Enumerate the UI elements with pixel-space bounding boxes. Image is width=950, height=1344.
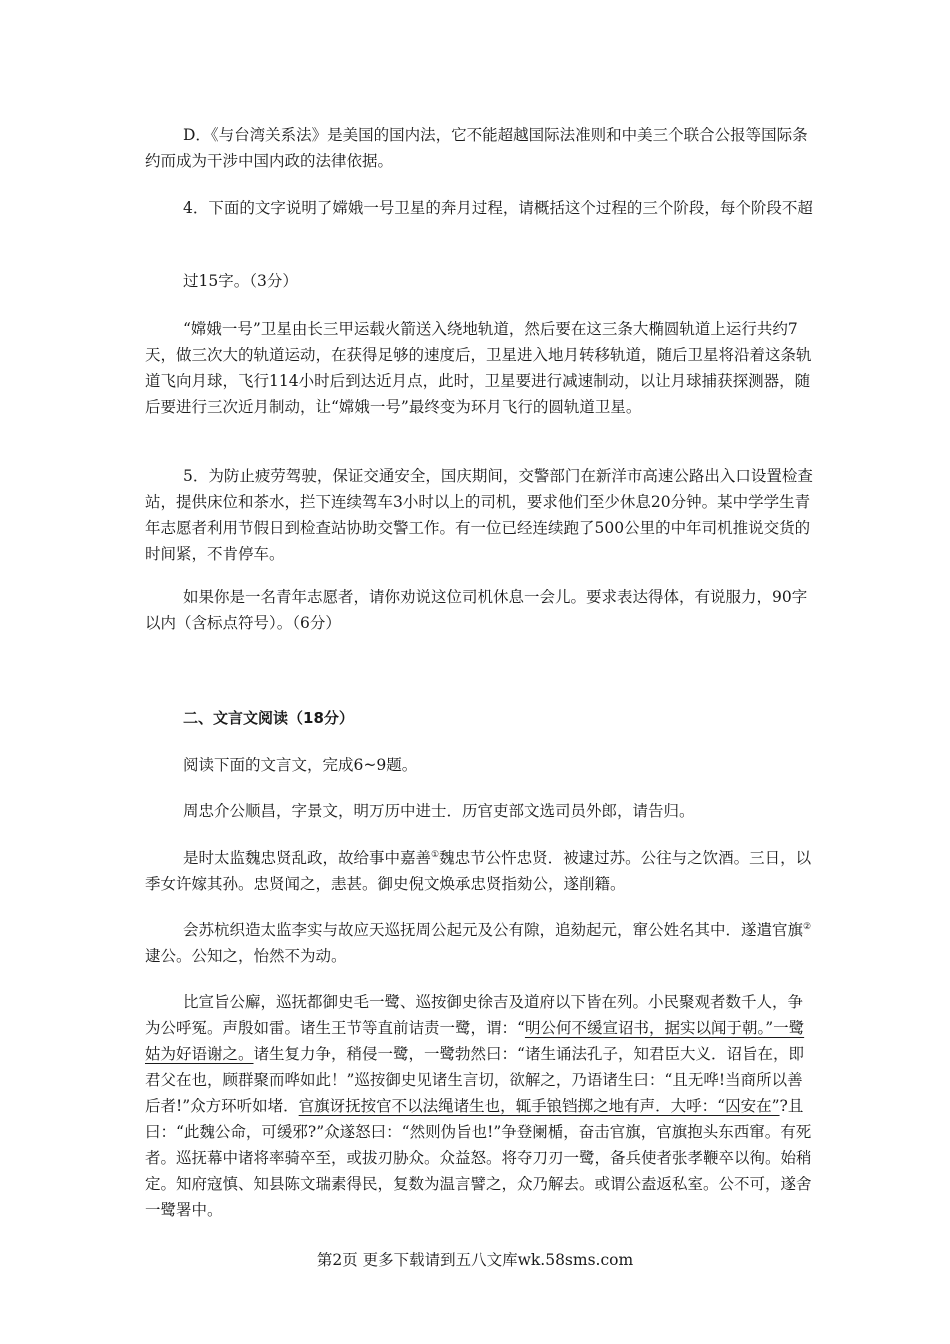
q4-passage: “嫦娥一号”卫星由长三甲运载火箭送入绕地轨道，然后要在这三条大椭圆轨道上运行共约7天，做三次大的轨道运动，在获得足够的速度后，卫星进入地月转移轨道，随后卫星将沿着这条轨道飞向月球，飞行114小时后到达近月点，此时，卫星要进行减速制动，以让月球捕获探测器，随后要进行三次近月制动，让“嫦娥一号”最终变为环月飞行的圆轨道卫星。	[145, 320, 812, 416]
footnote-marker-2: ②	[803, 921, 812, 932]
page-footer: 第2页 更多下载请到五八文库wk.58sms.com	[316, 1251, 634, 1269]
text-span: 魏忠节公忤忠贤．被逮过苏。公往与之饮酒。三日，以季女许嫁其孙。忠贤闻之，恚甚。御史倪文焕承忠贤指劾公，遂削籍。	[145, 849, 812, 893]
text-span: 会苏杭织造太监李实与故应天巡抚周公起元及公有隙，追劾起元，窜公姓名其中．遂遣官旗	[183, 921, 804, 939]
text-span: 逮公。公知之，怡然不为动。	[145, 947, 347, 965]
text-span: ?且曰：“此魏公命，可缓邪?”众遂怒曰：“然则伪旨也!”争登阑楯，奋击官旗，官旗抱头东西窜。有死者。巡抚幕中诸将率骑卒至，或拔刃胁众。众益怒。将夺刀刃一鹭，备兵使者张孝鞭卒以徇。始稍定。知府寇慎、知县陈文瑞素得民，复数为温言譬之，众乃解去。或谓公盍返私室。公不可，遂舍一鹭署中。	[145, 1097, 812, 1219]
text-span: 比宣旨公廨，巡抚都御史毛一鹭、巡按御史徐吉及道府以下皆在列。小民聚观者数千人，争为公呼冤。声殷如雷。诸生王节等直前诘责一鹭，谓：“	[145, 993, 804, 1037]
text-span: 是时太监魏忠贤乱政，故给事中嘉善	[183, 849, 432, 867]
section2-heading: 二、文言文阅读（18分）	[183, 709, 354, 727]
text-span: 诸生复力争，稍侵一鹭，一鹭勃然曰：“诸生诵法孔子，知君臣大义．诏旨在，即君父在也，顾群聚而哗如此！”巡按御史见诸生言切，欲解之，乃语诸生曰：“且无哗!当商所以善后者!”众方环听如堵．	[145, 1045, 804, 1115]
q5-passage: 5．为防止疲劳驾驶，保证交通安全，国庆期间，交警部门在新洋市高速公路出入口设置检查站，提供床位和茶水，拦下连续驾车3小时以上的司机，要求他们至少休息20分钟。某中学学生青年志愿者利用节假日到检查站协助交警工作。有一位已经连续跑了500公里的中年司机推说交货的时间紧，不肯停车。	[145, 467, 813, 563]
q3-option-d: D．《与台湾关系法》是美国的国内法，它不能超越国际法准则和中美三个联合公报等国际条约而成为干涉中国内政的法律依据。	[145, 126, 808, 170]
classical-paragraph-3	[145, 917, 813, 969]
section2-intro: 阅读下面的文言文，完成6~9题。	[183, 756, 418, 774]
classical-paragraph-4	[145, 989, 813, 1223]
q4-prompt: 4．下面的文字说明了嫦娥一号卫星的奔月过程，请概括这个过程的三个阶段，每个阶段不超	[183, 199, 813, 217]
underlined-sentence-1: 明公何不缓宣诏书，据实以闻于朝。”一鹭姑为好语谢之。	[145, 1019, 805, 1063]
underlined-sentence-2: 官旗讶抚按官不以法绳诸生也，辄手锒铛掷之地有声．大呼：“囚安在”	[298, 1097, 780, 1115]
footnote-marker-1: ①	[431, 849, 440, 860]
classical-paragraph-2	[145, 845, 813, 897]
q4-prompt-continued: 过15字。（3分）	[183, 272, 298, 290]
q5-task: 如果你是一名青年志愿者，请你劝说这位司机休息一会儿。要求表达得体，有说服力，90字以内（含标点符号）。（6分）	[145, 588, 808, 632]
classical-paragraph-1: 周忠介公顺昌，字景文，明万历中进士．历官吏部文选司员外郎，请告归。	[183, 802, 695, 820]
